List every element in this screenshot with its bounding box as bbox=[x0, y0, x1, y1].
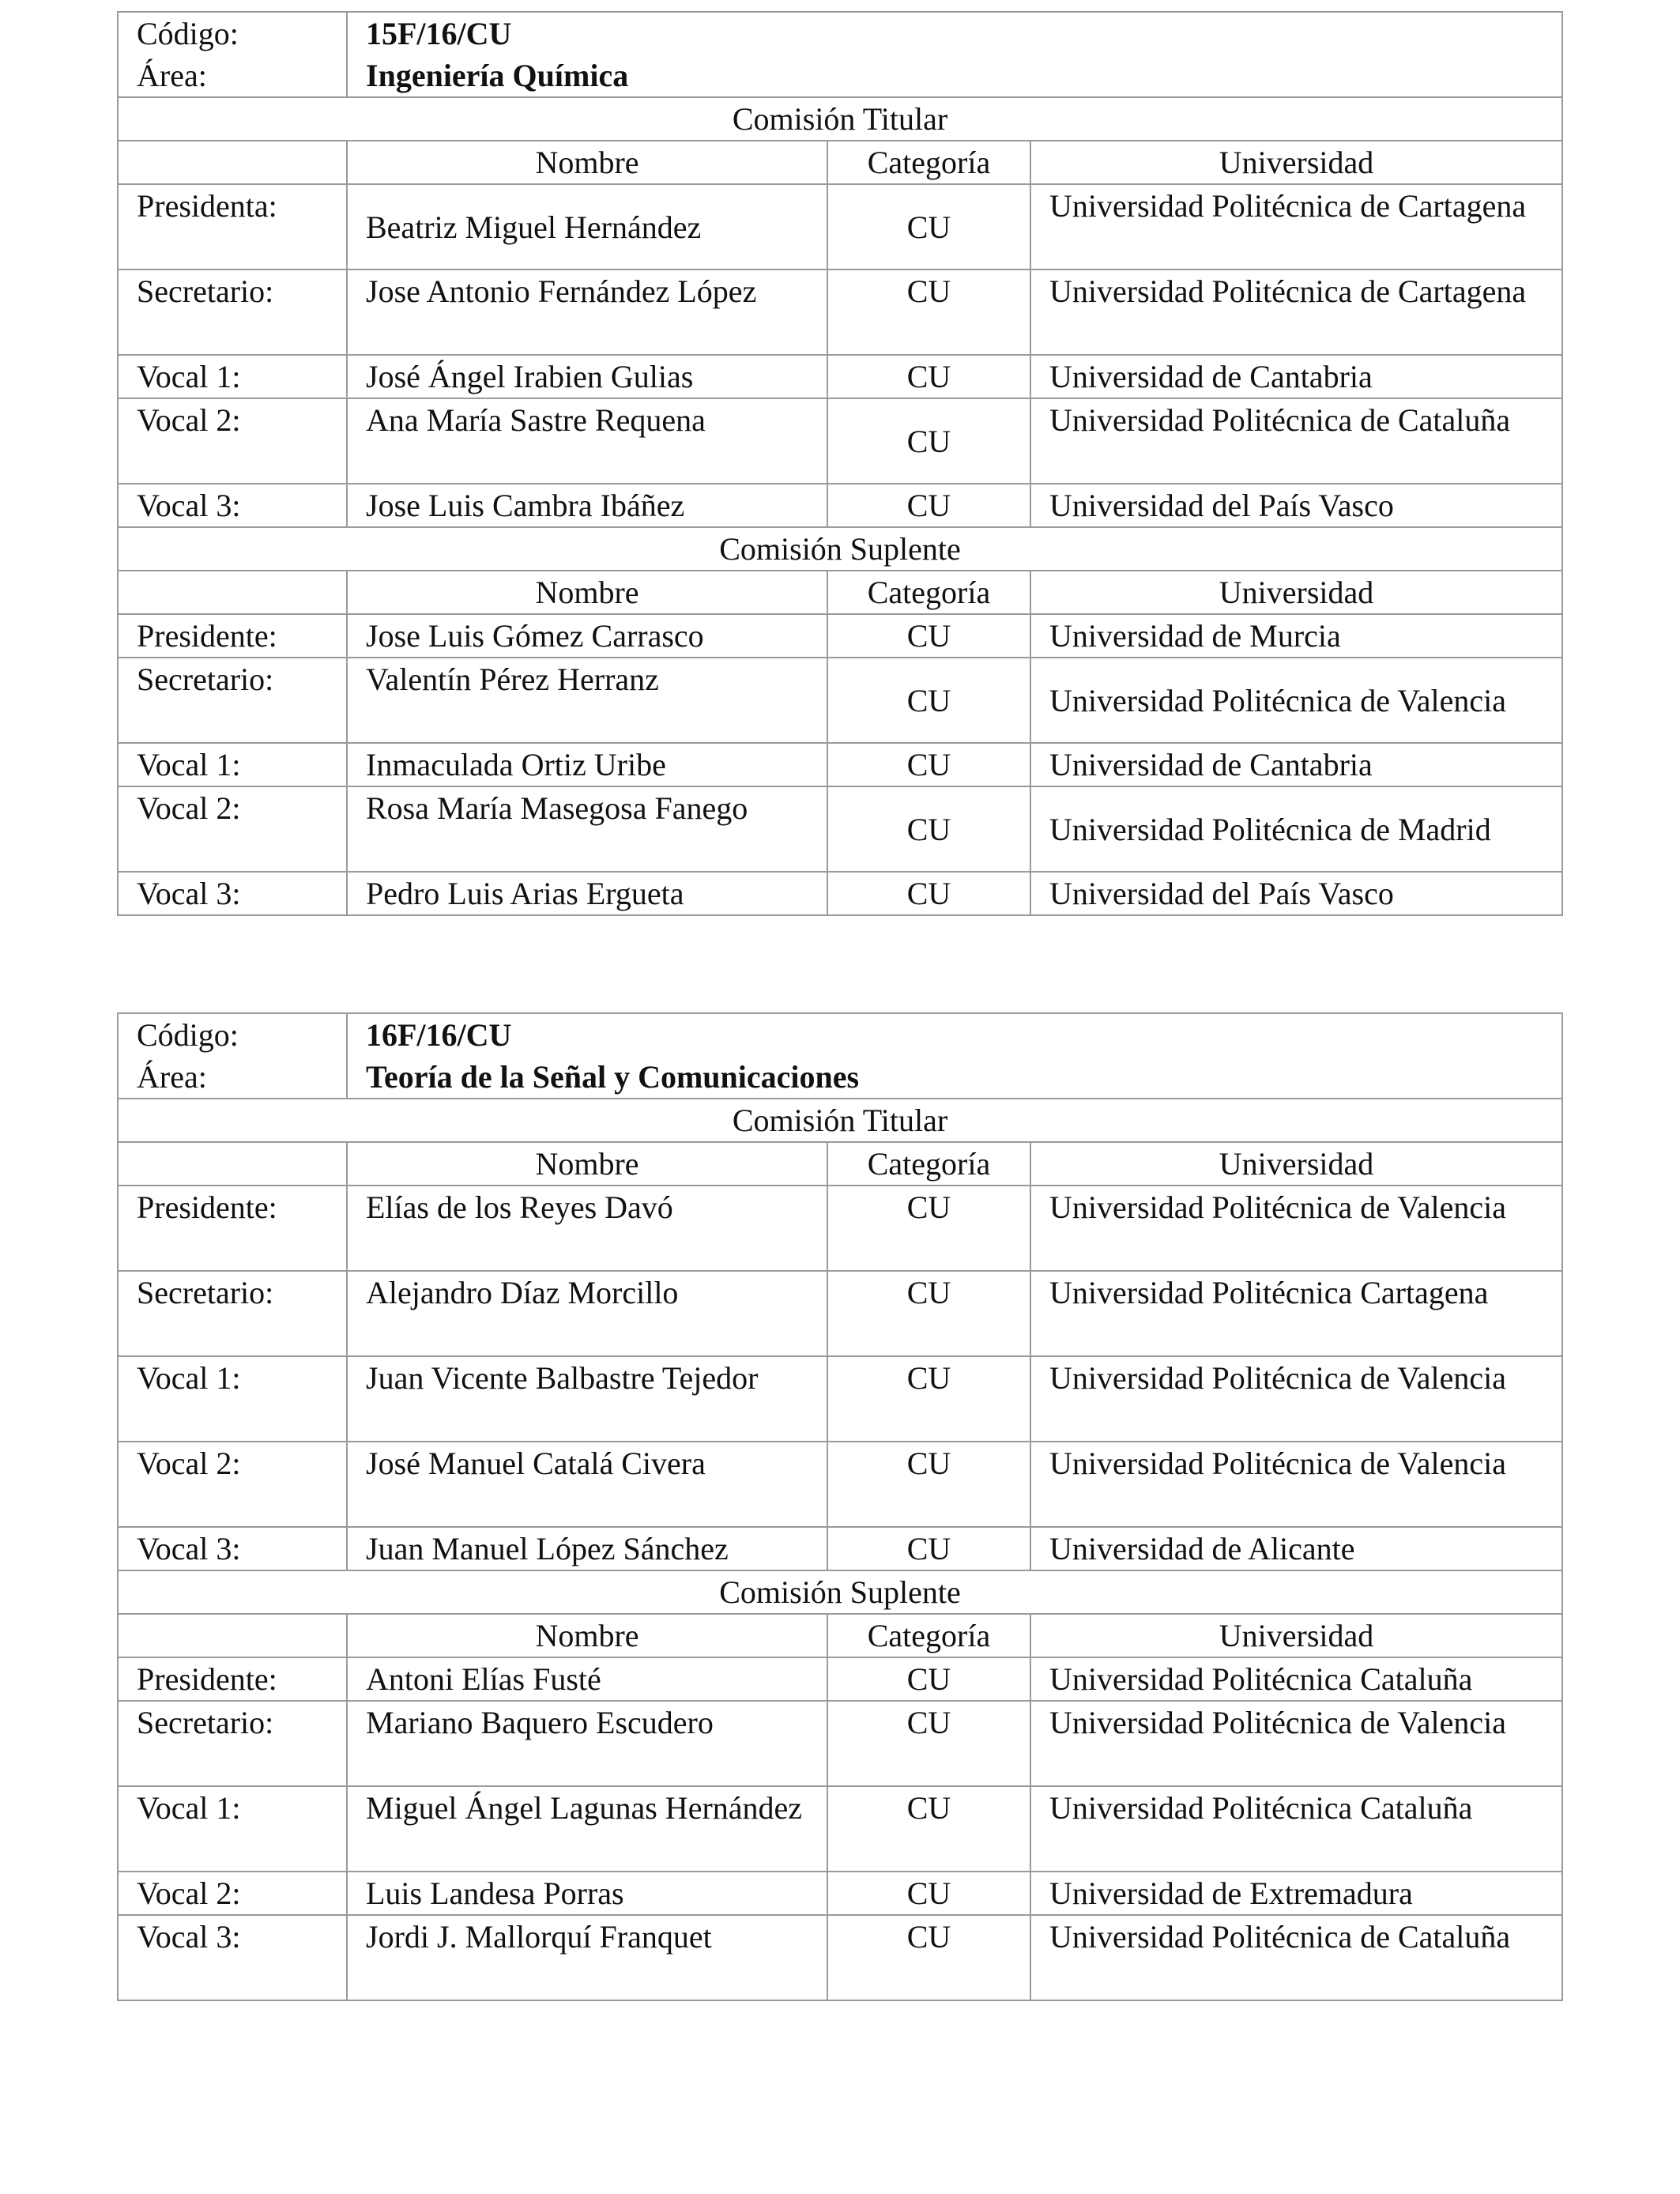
member-row bbox=[118, 1786, 1562, 1872]
member-role: Presidenta: bbox=[118, 184, 347, 270]
member-role: Presidente: bbox=[118, 614, 347, 658]
member-categoria: CU bbox=[827, 1442, 1030, 1527]
member-role: Vocal 1: bbox=[118, 743, 347, 786]
member-row bbox=[118, 1701, 1562, 1786]
member-nombre: Jordi J. Mallorquí Franquet bbox=[347, 1915, 827, 2000]
member-universidad: Universidad Politécnica Cartagena bbox=[1030, 1271, 1562, 1356]
codigo-area-row bbox=[118, 12, 1562, 97]
member-role: Secretario: bbox=[118, 1701, 347, 1786]
column-header-row bbox=[118, 1614, 1562, 1657]
member-role: Secretario: bbox=[118, 270, 347, 355]
member-row bbox=[118, 398, 1562, 484]
member-row bbox=[118, 1527, 1562, 1570]
column-header-categoria: Categoría bbox=[827, 1614, 1030, 1657]
area-label: Área: bbox=[137, 1059, 207, 1095]
member-row bbox=[118, 786, 1562, 872]
codigo-label: Código: bbox=[137, 1017, 239, 1053]
member-row bbox=[118, 1356, 1562, 1442]
member-row bbox=[118, 270, 1562, 355]
member-role: Secretario: bbox=[118, 1271, 347, 1356]
column-header-categoria: Categoría bbox=[827, 1142, 1030, 1186]
member-categoria: CU bbox=[827, 1915, 1030, 2000]
member-categoria: CU bbox=[827, 614, 1030, 658]
member-categoria: CU bbox=[827, 484, 1030, 527]
column-header-empty bbox=[118, 1614, 347, 1657]
section-suplente-row bbox=[118, 527, 1562, 571]
member-categoria: CU bbox=[827, 1271, 1030, 1356]
member-role: Vocal 2: bbox=[118, 1872, 347, 1915]
member-role: Vocal 3: bbox=[118, 872, 347, 915]
section-title-titular: Comisión Titular bbox=[118, 97, 1562, 141]
column-header-universidad: Universidad bbox=[1030, 1142, 1562, 1186]
member-nombre: José Manuel Catalá Civera bbox=[347, 1442, 827, 1527]
member-nombre: Jose Luis Cambra Ibáñez bbox=[347, 484, 827, 527]
member-nombre: Valentín Pérez Herranz bbox=[347, 658, 827, 743]
column-header-row bbox=[118, 1142, 1562, 1186]
member-nombre: Jose Antonio Fernández López bbox=[347, 270, 827, 355]
member-universidad: Universidad Politécnica de Cataluña bbox=[1030, 1915, 1562, 2000]
member-nombre: Miguel Ángel Lagunas Hernández bbox=[347, 1786, 827, 1872]
member-categoria: CU bbox=[827, 1356, 1030, 1442]
member-nombre: Ana María Sastre Requena bbox=[347, 398, 827, 484]
column-header-empty bbox=[118, 1142, 347, 1186]
column-header-nombre: Nombre bbox=[347, 1142, 827, 1186]
column-header-nombre: Nombre bbox=[347, 1614, 827, 1657]
member-nombre: Pedro Luis Arias Ergueta bbox=[347, 872, 827, 915]
member-nombre: Inmaculada Ortiz Uribe bbox=[347, 743, 827, 786]
member-universidad: Universidad Politécnica de Cartagena bbox=[1030, 270, 1562, 355]
member-categoria: CU bbox=[827, 1657, 1030, 1701]
section-title-suplente: Comisión Suplente bbox=[118, 1570, 1562, 1614]
member-categoria: CU bbox=[827, 1186, 1030, 1271]
member-row bbox=[118, 1657, 1562, 1701]
column-header-nombre: Nombre bbox=[347, 571, 827, 614]
member-role: Vocal 2: bbox=[118, 398, 347, 484]
member-role: Vocal 3: bbox=[118, 1527, 347, 1570]
member-universidad: Universidad Politécnica de Valencia bbox=[1030, 658, 1562, 743]
column-header-categoria: Categoría bbox=[827, 141, 1030, 184]
codigo-area-labels bbox=[118, 12, 347, 97]
member-categoria: CU bbox=[827, 270, 1030, 355]
member-row bbox=[118, 355, 1562, 398]
member-nombre: Alejandro Díaz Morcillo bbox=[347, 1271, 827, 1356]
member-universidad: Universidad de Cantabria bbox=[1030, 355, 1562, 398]
member-row bbox=[118, 1872, 1562, 1915]
member-role: Vocal 3: bbox=[118, 484, 347, 527]
member-nombre: Rosa María Masegosa Fanego bbox=[347, 786, 827, 872]
codigo-value: 16F/16/CU bbox=[366, 1017, 512, 1053]
member-row bbox=[118, 184, 1562, 270]
column-header-row bbox=[118, 571, 1562, 614]
member-universidad: Universidad Politécnica de Cartagena bbox=[1030, 184, 1562, 270]
member-universidad: Universidad del País Vasco bbox=[1030, 872, 1562, 915]
member-nombre: José Ángel Irabien Gulias bbox=[347, 355, 827, 398]
section-suplente-row bbox=[118, 1570, 1562, 1614]
column-header-universidad: Universidad bbox=[1030, 1614, 1562, 1657]
column-header-nombre: Nombre bbox=[347, 141, 827, 184]
codigo-area-row bbox=[118, 1013, 1562, 1099]
member-role: Vocal 2: bbox=[118, 1442, 347, 1527]
member-universidad: Universidad de Cantabria bbox=[1030, 743, 1562, 786]
member-role: Vocal 1: bbox=[118, 1356, 347, 1442]
member-universidad: Universidad Politécnica Cataluña bbox=[1030, 1657, 1562, 1701]
member-categoria: CU bbox=[827, 658, 1030, 743]
member-universidad: Universidad Politécnica de Valencia bbox=[1030, 1356, 1562, 1442]
member-universidad: Universidad Politécnica de Valencia bbox=[1030, 1442, 1562, 1527]
member-row bbox=[118, 614, 1562, 658]
member-categoria: CU bbox=[827, 786, 1030, 872]
member-universidad: Universidad de Extremadura bbox=[1030, 1872, 1562, 1915]
area-value: Teoría de la Señal y Comunicaciones bbox=[366, 1059, 860, 1095]
member-nombre: Antoni Elías Fusté bbox=[347, 1657, 827, 1701]
member-role: Presidente: bbox=[118, 1186, 347, 1271]
member-categoria: CU bbox=[827, 1527, 1030, 1570]
area-label: Área: bbox=[137, 58, 207, 93]
member-universidad: Universidad de Murcia bbox=[1030, 614, 1562, 658]
codigo-area-values bbox=[347, 12, 1562, 97]
member-categoria: CU bbox=[827, 1786, 1030, 1872]
member-role: Vocal 2: bbox=[118, 786, 347, 872]
member-universidad: Universidad Politécnica Cataluña bbox=[1030, 1786, 1562, 1872]
member-universidad: Universidad Politécnica de Cataluña bbox=[1030, 398, 1562, 484]
comision-table bbox=[117, 11, 1563, 916]
member-categoria: CU bbox=[827, 1701, 1030, 1786]
member-row bbox=[118, 743, 1562, 786]
column-header-universidad: Universidad bbox=[1030, 571, 1562, 614]
area-value: Ingeniería Química bbox=[366, 58, 629, 93]
member-role: Secretario: bbox=[118, 658, 347, 743]
member-categoria: CU bbox=[827, 355, 1030, 398]
section-title-titular: Comisión Titular bbox=[118, 1099, 1562, 1142]
member-universidad: Universidad de Alicante bbox=[1030, 1527, 1562, 1570]
member-row bbox=[118, 1915, 1562, 2000]
column-header-categoria: Categoría bbox=[827, 571, 1030, 614]
member-row bbox=[118, 1442, 1562, 1527]
member-universidad: Universidad Politécnica de Madrid bbox=[1030, 786, 1562, 872]
codigo-label: Código: bbox=[137, 16, 239, 51]
member-universidad: Universidad Politécnica de Valencia bbox=[1030, 1701, 1562, 1786]
member-universidad: Universidad Politécnica de Valencia bbox=[1030, 1186, 1562, 1271]
member-nombre: Beatriz Miguel Hernández bbox=[347, 184, 827, 270]
codigo-value: 15F/16/CU bbox=[366, 16, 512, 51]
comision-table bbox=[117, 1012, 1563, 2001]
column-header-empty bbox=[118, 571, 347, 614]
column-header-row bbox=[118, 141, 1562, 184]
member-role: Vocal 1: bbox=[118, 355, 347, 398]
member-role: Vocal 1: bbox=[118, 1786, 347, 1872]
member-row bbox=[118, 1271, 1562, 1356]
member-nombre: Juan Vicente Balbastre Tejedor bbox=[347, 1356, 827, 1442]
member-row bbox=[118, 1186, 1562, 1271]
member-universidad: Universidad del País Vasco bbox=[1030, 484, 1562, 527]
member-nombre: Elías de los Reyes Davó bbox=[347, 1186, 827, 1271]
column-header-universidad: Universidad bbox=[1030, 141, 1562, 184]
codigo-area-labels bbox=[118, 1013, 347, 1099]
column-header-empty bbox=[118, 141, 347, 184]
member-row bbox=[118, 872, 1562, 915]
member-row bbox=[118, 484, 1562, 527]
member-role: Presidente: bbox=[118, 1657, 347, 1701]
section-titular-row bbox=[118, 1099, 1562, 1142]
member-categoria: CU bbox=[827, 1872, 1030, 1915]
member-nombre: Jose Luis Gómez Carrasco bbox=[347, 614, 827, 658]
member-nombre: Luis Landesa Porras bbox=[347, 1872, 827, 1915]
section-titular-row bbox=[118, 97, 1562, 141]
member-nombre: Juan Manuel López Sánchez bbox=[347, 1527, 827, 1570]
section-title-suplente: Comisión Suplente bbox=[118, 527, 1562, 571]
member-categoria: CU bbox=[827, 184, 1030, 270]
member-row bbox=[118, 658, 1562, 743]
member-categoria: CU bbox=[827, 398, 1030, 484]
member-categoria: CU bbox=[827, 872, 1030, 915]
member-categoria: CU bbox=[827, 743, 1030, 786]
member-role: Vocal 3: bbox=[118, 1915, 347, 2000]
codigo-area-values bbox=[347, 1013, 1562, 1099]
member-nombre: Mariano Baquero Escudero bbox=[347, 1701, 827, 1786]
